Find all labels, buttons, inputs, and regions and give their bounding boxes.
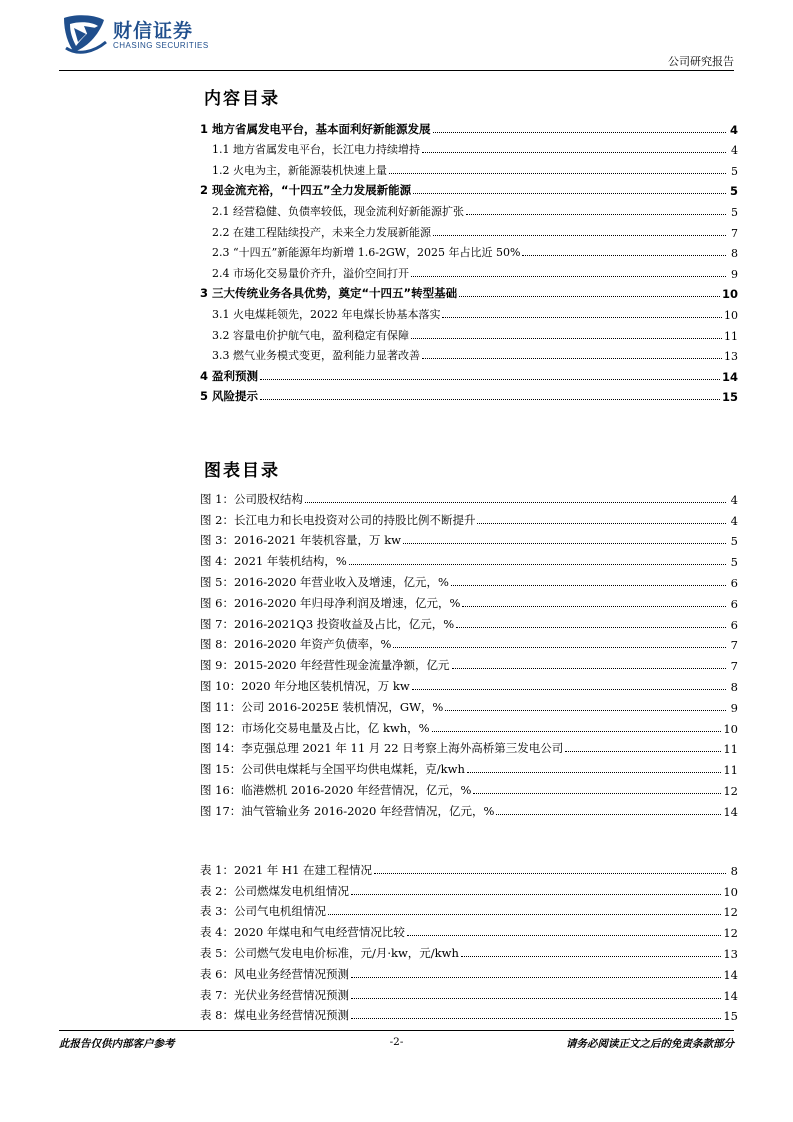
dot-leader	[466, 214, 726, 215]
footer-legal-notice: 请务必阅读正文之后的免责条款部分	[566, 1038, 734, 1050]
dot-leader	[477, 523, 726, 524]
contents-entry-label: 3.2 容量电价护航气电，盈利稳定有保障	[212, 328, 409, 342]
contents-entry-page: 14	[721, 369, 738, 384]
table-entry[interactable]	[200, 1003, 738, 1024]
dot-leader	[349, 564, 726, 565]
dot-leader	[422, 152, 726, 153]
dot-leader	[445, 710, 726, 711]
table-entry-label: 表 8：煤电业务经营情况预测	[200, 1008, 349, 1023]
figure-entry-page: 5	[730, 534, 738, 549]
contents-entry[interactable]	[200, 219, 738, 240]
contents-title: 内容目录	[204, 89, 280, 109]
figure-entry[interactable]	[200, 673, 738, 694]
dot-leader	[393, 647, 726, 648]
contents-entry[interactable]	[200, 260, 738, 281]
dot-leader	[496, 814, 721, 815]
table-entry-label: 表 1：2021 年 H1 在建工程情况	[200, 862, 373, 877]
contents-entry[interactable]	[200, 240, 738, 261]
table-entry-page: 13	[723, 946, 738, 961]
dot-leader	[351, 998, 721, 999]
dot-leader	[351, 894, 721, 895]
logo-english-name: CHASING SECURITIES	[113, 41, 209, 50]
dot-leader	[305, 502, 726, 503]
contents-entry[interactable]	[200, 301, 738, 322]
figure-entry-label: 图 2：长江电力和长电投资对公司的持股比例不断提升	[200, 512, 476, 527]
report-type-label: 公司研究报告	[668, 55, 734, 68]
logo-chinese-name: 财信证券	[113, 20, 194, 42]
table-entry-page: 12	[723, 926, 738, 941]
table-entry-page: 15	[723, 1009, 738, 1024]
contents-entry-page: 5	[731, 164, 738, 178]
contents-entry-page: 9	[731, 267, 738, 281]
figure-entry[interactable]	[200, 507, 738, 528]
table-entry[interactable]	[200, 961, 738, 982]
table-entry[interactable]	[200, 878, 738, 899]
figure-entry[interactable]	[200, 715, 738, 736]
table-entry-label: 表 6：风电业务经营情况预测	[200, 966, 349, 981]
figure-entry-label: 图 16：临港燃机 2016-2020 年经营情况，亿元，%	[200, 782, 472, 797]
dot-leader	[351, 977, 721, 978]
dot-leader	[412, 689, 726, 690]
table-entry[interactable]	[200, 899, 738, 920]
page-number: -2-	[389, 1036, 404, 1048]
contents-entry-label: 1.2 火电为主，新能源装机快速上量	[212, 163, 387, 177]
contents-entry-label: 2.2 在建工程陆续投产，未来全力发展新能源	[212, 225, 431, 239]
figure-entry-page: 9	[730, 700, 738, 715]
page-header	[0, 0, 793, 68]
dot-leader	[328, 914, 721, 915]
contents-entry-label: 2.1 经营稳健、负债率较低，现金流利好新能源扩张	[212, 204, 464, 218]
contents-entry[interactable]	[200, 178, 738, 199]
table-entry-label: 表 2：公司燃煤发电机组情况	[200, 883, 349, 898]
dot-leader	[407, 935, 721, 936]
contents-entry-page: 7	[731, 226, 738, 240]
table-entry-page: 8	[730, 863, 738, 878]
figure-entry[interactable]	[200, 694, 738, 715]
figure-entry-page: 12	[723, 783, 738, 798]
contents-entry-page: 15	[721, 390, 738, 405]
contents-entry-page: 5	[731, 205, 738, 219]
figures-title: 图表目录	[204, 461, 280, 481]
dot-leader	[452, 668, 726, 669]
figure-entry-label: 图 11：公司 2016-2025E 装机情况，GW，%	[200, 699, 444, 714]
figure-entry-label: 图 5：2016-2020 年营业收入及增速，亿元，%	[200, 574, 449, 589]
table-entry[interactable]	[200, 919, 738, 940]
figure-entry-page: 6	[730, 596, 738, 611]
dot-leader	[411, 338, 722, 339]
figure-entry[interactable]	[200, 528, 738, 549]
table-entry-page: 12	[723, 905, 738, 920]
company-logo	[60, 12, 220, 56]
dot-leader	[374, 873, 726, 874]
dot-leader	[403, 543, 726, 544]
footer-divider	[59, 1030, 734, 1031]
dot-leader	[462, 606, 726, 607]
figure-entry-label: 图 1：公司股权结构	[200, 491, 303, 506]
figure-entry[interactable]	[200, 611, 738, 632]
table-entry-label: 表 7：光伏业务经营情况预测	[200, 987, 349, 1002]
figure-entry[interactable]	[200, 548, 738, 569]
dot-leader	[432, 731, 722, 732]
dot-leader	[473, 793, 721, 794]
figure-entry-label: 图 10：2020 年分地区装机情况，万 kw	[200, 678, 410, 693]
table-entry-page: 10	[723, 884, 738, 899]
table-entry-label: 表 3：公司气电机组情况	[200, 904, 326, 919]
figure-entry-page: 7	[730, 638, 738, 653]
figure-entry[interactable]	[200, 798, 738, 819]
figure-entry-label: 图 4：2021 年装机结构，%	[200, 554, 347, 569]
contents-entry[interactable]	[200, 322, 738, 343]
dot-leader	[442, 317, 722, 318]
contents-entry-label: 5 风险提示	[200, 389, 259, 404]
figure-entry-page: 8	[730, 679, 738, 694]
figure-entry-page: 4	[730, 513, 738, 528]
dot-leader	[451, 585, 726, 586]
contents-entry-label: 2.3 “十四五”新能源年均新增 1.6-2GW，2025 年占比近 50%	[212, 246, 521, 260]
dot-leader	[260, 379, 720, 380]
contents-entry-label: 3.1 火电煤耗领先，2022 年电煤长协基本落实	[212, 307, 441, 321]
contents-entry[interactable]	[200, 198, 738, 219]
contents-entry-page: 10	[724, 308, 738, 322]
figure-entry-label: 图 7：2016-2021Q3 投资收益及占比，亿元，%	[200, 616, 455, 631]
figure-entry-page: 6	[730, 575, 738, 590]
figure-entry[interactable]	[200, 652, 738, 673]
table-entry[interactable]	[200, 982, 738, 1003]
contents-entry-page: 10	[721, 287, 738, 302]
logo-emblem-icon	[60, 12, 108, 56]
dot-leader	[260, 399, 720, 400]
figure-entry-page: 14	[723, 804, 738, 819]
figure-entry-page: 11	[723, 742, 738, 757]
dot-leader	[522, 255, 726, 256]
table-entry-page: 14	[723, 967, 738, 982]
figure-entry-page: 7	[730, 659, 738, 674]
contents-entry-page: 4	[731, 144, 738, 158]
contents-entry[interactable]	[200, 363, 738, 384]
figure-entry-label: 图 17：油气管输业务 2016-2020 年经营情况，亿元，%	[200, 803, 495, 818]
table-entry[interactable]	[200, 940, 738, 961]
figure-entry-page: 10	[723, 721, 738, 736]
figure-entry[interactable]	[200, 756, 738, 777]
figures-list	[200, 486, 738, 819]
contents-entry-page: 5	[729, 184, 738, 199]
table-entry-label: 表 4：2020 年煤电和气电经营情况比较	[200, 925, 405, 940]
contents-list	[200, 116, 738, 404]
figure-entry-page: 11	[723, 763, 738, 778]
table-entry-page: 14	[723, 988, 738, 1003]
dot-leader	[411, 276, 726, 277]
contents-entry[interactable]	[200, 116, 738, 137]
figure-entry-page: 5	[730, 555, 738, 570]
dot-leader	[422, 358, 722, 359]
dot-leader	[456, 627, 726, 628]
contents-entry-label: 3 三大传统业务各具优势，奠定“十四五”转型基础	[200, 286, 458, 301]
dot-leader	[433, 132, 726, 133]
dot-leader	[467, 772, 721, 773]
dot-leader	[565, 751, 721, 752]
contents-entry-page: 13	[724, 350, 738, 364]
figure-entry-label: 图 8：2016-2020 年资产负债率，%	[200, 637, 392, 652]
contents-entry[interactable]	[200, 281, 738, 302]
contents-entry-label: 1.1 地方省属发电平台，长江电力持续增持	[212, 143, 420, 157]
contents-entry[interactable]	[200, 384, 738, 405]
table-entry-label: 表 5：公司燃气发电电价标准，元/月·kw，元/kwh	[200, 945, 459, 960]
contents-entry[interactable]	[200, 343, 738, 364]
figure-entry[interactable]	[200, 777, 738, 798]
contents-entry-page: 4	[729, 122, 738, 137]
dot-leader	[413, 193, 726, 194]
figure-entry-page: 6	[730, 617, 738, 632]
contents-entry-page: 11	[724, 329, 738, 343]
dot-leader	[433, 235, 726, 236]
tables-list	[200, 857, 738, 1023]
figure-entry-page: 4	[730, 492, 738, 507]
dot-leader	[351, 1018, 721, 1019]
contents-entry-label: 1 地方省属发电平台，基本面利好新能源发展	[200, 121, 431, 136]
figure-entry-label: 图 12：市场化交易电量及占比，亿 kwh，%	[200, 720, 430, 735]
dot-leader	[461, 956, 721, 957]
figure-entry[interactable]	[200, 569, 738, 590]
figure-entry-label: 图 6：2016-2020 年归母净利润及增速，亿元，%	[200, 595, 461, 610]
contents-entry[interactable]	[200, 137, 738, 158]
figure-entry[interactable]	[200, 590, 738, 611]
contents-entry-label: 2.4 市场化交易量价齐升，溢价空间打开	[212, 266, 409, 280]
figure-entry-label: 图 3：2016-2021 年装机容量，万 kw	[200, 533, 402, 548]
figure-entry[interactable]	[200, 486, 738, 507]
contents-entry-page: 8	[731, 247, 738, 261]
figure-entry-label: 图 9：2015-2020 年经营性现金流量净额，亿元	[200, 658, 450, 673]
figure-entry-label: 图 14：李克强总理 2021 年 11 月 22 日考察上海外高桥第三发电公司	[200, 741, 564, 756]
figure-entry[interactable]	[200, 736, 738, 757]
dot-leader	[459, 296, 720, 297]
contents-entry-label: 4 盈利预测	[200, 368, 259, 383]
contents-entry-label: 2 现金流充裕，“十四五”全力发展新能源	[200, 183, 412, 198]
footer-disclaimer: 此报告仅供内部客户参考	[59, 1038, 175, 1050]
contents-entry-label: 3.3 燃气业务模式变更，盈利能力显著改善	[212, 349, 420, 363]
dot-leader	[389, 173, 726, 174]
figure-entry[interactable]	[200, 632, 738, 653]
contents-entry[interactable]	[200, 157, 738, 178]
header-divider	[59, 70, 734, 71]
table-entry[interactable]	[200, 857, 738, 878]
figure-entry-label: 图 15：公司供电煤耗与全国平均供电煤耗，克/kwh	[200, 762, 465, 777]
